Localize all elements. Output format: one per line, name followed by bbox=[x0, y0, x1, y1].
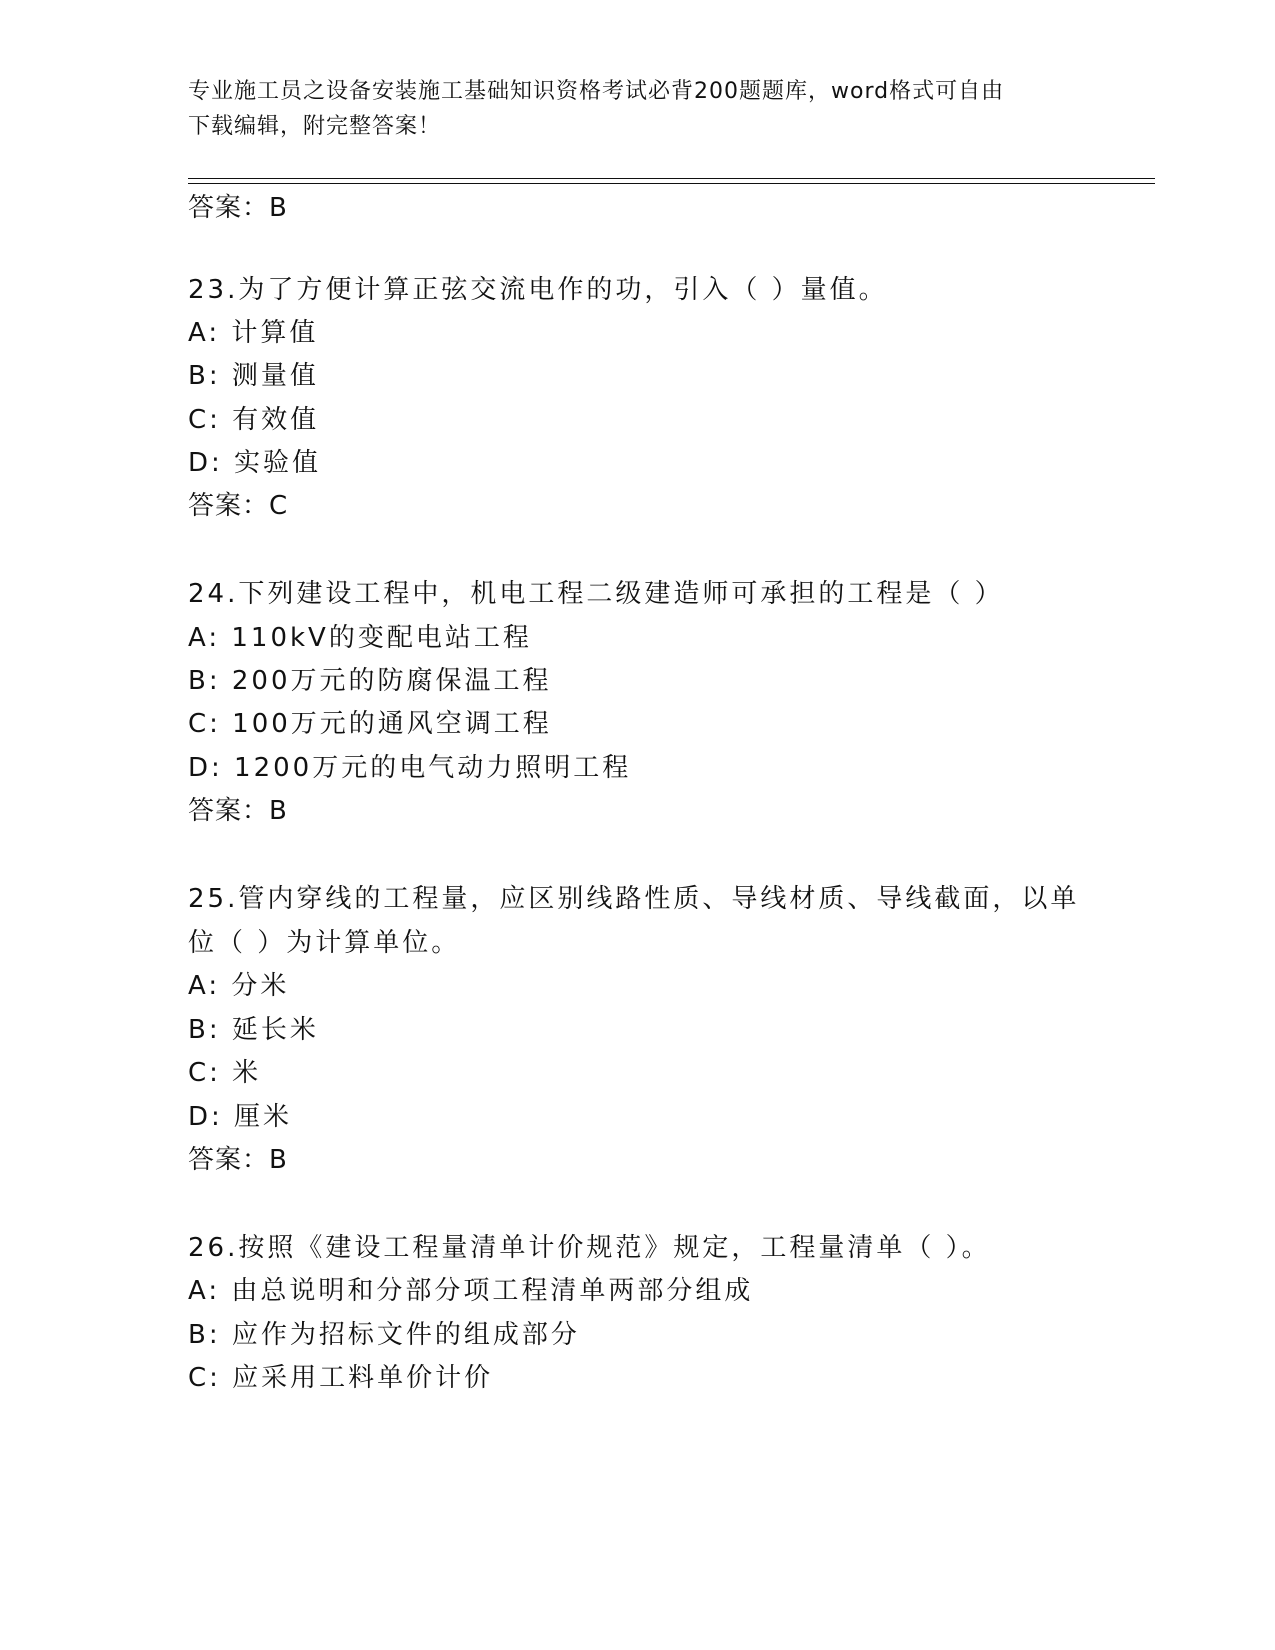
question-25-option-d: D: 厘米 bbox=[188, 1102, 293, 1132]
question-26-option-c: C: 应采用工料单价计价 bbox=[188, 1363, 494, 1393]
question-23-option-b: B: 测量值 bbox=[188, 361, 319, 391]
question-24-option-c: C: 100万元的通风空调工程 bbox=[188, 709, 552, 739]
question-24-answer: 答案：B bbox=[188, 796, 288, 826]
question-23-text: 23.为了方便计算正弦交流电作的功，引入（ ）量值。 bbox=[188, 275, 888, 305]
question-25-option-c: C: 米 bbox=[188, 1058, 262, 1088]
question-25-answer: 答案：B bbox=[188, 1145, 288, 1175]
answer-prev: 答案：B bbox=[188, 193, 288, 223]
question-25-text-line-2: 位（ ）为计算单位。 bbox=[188, 928, 461, 958]
question-24-option-d: D: 1200万元的电气动力照明工程 bbox=[188, 753, 632, 783]
question-23-option-d: D: 实验值 bbox=[188, 448, 322, 478]
question-25-text-line-1: 25.管内穿线的工程量，应区别线路性质、导线材质、导线截面，以单 bbox=[188, 884, 1080, 914]
question-24-option-a: A: 110kV的变配电站工程 bbox=[188, 623, 532, 653]
question-26-option-b: B: 应作为招标文件的组成部分 bbox=[188, 1320, 580, 1350]
header-line-1: 专业施工员之设备安装施工基础知识资格考试必背200题题库，word格式可自由 bbox=[188, 79, 1005, 104]
question-25-option-b: B: 延长米 bbox=[188, 1015, 319, 1045]
question-23-option-a: A: 计算值 bbox=[188, 318, 319, 348]
question-25-option-a: A: 分米 bbox=[188, 971, 290, 1001]
question-24-text: 24.下列建设工程中，机电工程二级建造师可承担的工程是（ ） bbox=[188, 579, 1004, 609]
header-line-2: 下载编辑，附完整答案！ bbox=[188, 114, 442, 139]
header-divider-bottom bbox=[188, 183, 1155, 184]
header-divider-top bbox=[188, 178, 1155, 179]
question-23-option-c: C: 有效值 bbox=[188, 405, 320, 435]
question-26-option-a: A: 由总说明和分部分项工程清单两部分组成 bbox=[188, 1276, 754, 1306]
question-24-option-b: B: 200万元的防腐保温工程 bbox=[188, 666, 552, 696]
document-header bbox=[188, 74, 1068, 144]
question-26-text: 26.按照《建设工程量清单计价规范》规定，工程量清单（ ）。 bbox=[188, 1233, 991, 1263]
question-23-answer: 答案：C bbox=[188, 491, 289, 521]
